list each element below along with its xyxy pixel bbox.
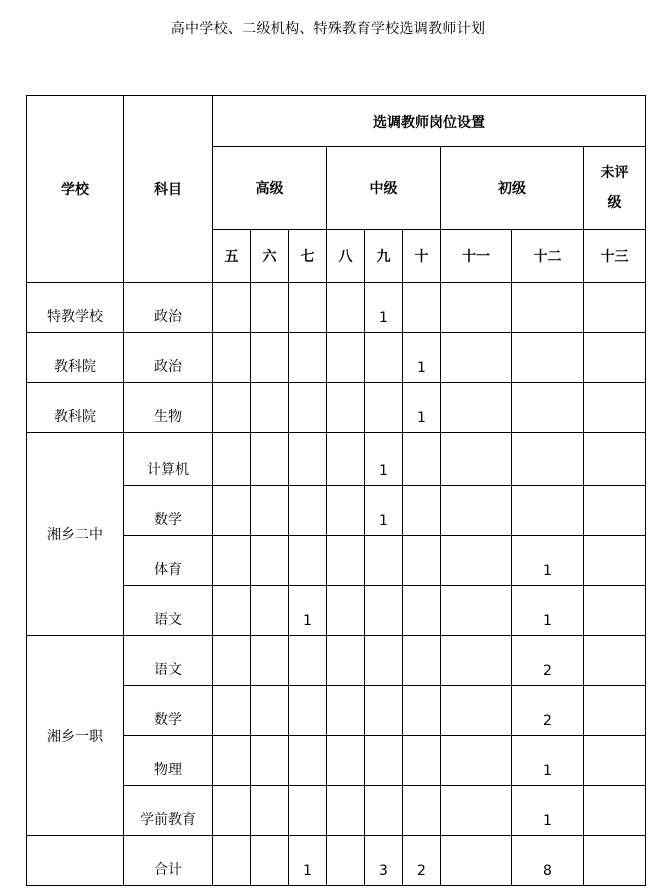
value-cell [441, 536, 512, 586]
total-row [27, 836, 646, 886]
header-middle: 中级 [327, 147, 441, 230]
value-cell [327, 786, 365, 836]
value-cell [512, 433, 584, 486]
value-cell [289, 433, 327, 486]
value-cell [251, 333, 289, 383]
value-cell [213, 383, 251, 433]
header-positions: 选调教师岗位设置 [213, 96, 646, 147]
value-cell [441, 383, 512, 433]
value-cell: 2 [512, 636, 584, 686]
value-cell [289, 636, 327, 686]
value-cell [289, 536, 327, 586]
value-cell [441, 736, 512, 786]
value-cell [584, 486, 646, 536]
value-cell: 1 [289, 586, 327, 636]
school-cell: 教科院 [27, 333, 124, 383]
value-cell: 1 [365, 433, 403, 486]
subject-cell: 计算机 [124, 433, 213, 486]
value-cell [512, 383, 584, 433]
value-cell [213, 536, 251, 586]
value-cell [289, 686, 327, 736]
value-cell [327, 383, 365, 433]
total-value-cell: 2 [403, 836, 441, 886]
header-unrated [584, 147, 646, 230]
value-cell: 1 [512, 786, 584, 836]
value-cell [512, 283, 584, 333]
value-cell [403, 486, 441, 536]
value-cell [584, 586, 646, 636]
school-cell [27, 836, 124, 886]
value-cell [441, 283, 512, 333]
subject-cell: 物理 [124, 736, 213, 786]
subject-cell: 政治 [124, 333, 213, 383]
value-cell: 1 [365, 283, 403, 333]
value-cell [251, 486, 289, 536]
value-cell [584, 736, 646, 786]
value-cell [213, 433, 251, 486]
header-unrated-line2: 级 [607, 195, 622, 211]
value-cell [327, 586, 365, 636]
value-cell [213, 736, 251, 786]
value-cell [365, 586, 403, 636]
school-cell: 特教学校 [27, 283, 124, 333]
value-cell [441, 786, 512, 836]
table-row [27, 636, 646, 686]
header-school: 学校 [27, 96, 124, 283]
value-cell [213, 333, 251, 383]
value-cell [251, 636, 289, 686]
value-cell [213, 686, 251, 736]
total-value-cell [327, 836, 365, 886]
value-cell [403, 736, 441, 786]
value-cell [365, 333, 403, 383]
school-cell: 教科院 [27, 383, 124, 433]
value-cell [403, 536, 441, 586]
value-cell [213, 586, 251, 636]
value-cell [584, 383, 646, 433]
value-cell [512, 333, 584, 383]
value-cell [251, 686, 289, 736]
subject-cell: 数学 [124, 686, 213, 736]
value-cell: 2 [512, 686, 584, 736]
value-cell [584, 283, 646, 333]
value-cell [327, 433, 365, 486]
header-unrated-line1: 未评 [600, 165, 629, 181]
value-cell [251, 283, 289, 333]
value-cell [365, 536, 403, 586]
value-cell: 1 [512, 536, 584, 586]
value-cell [584, 636, 646, 686]
value-cell [441, 636, 512, 686]
value-cell [327, 486, 365, 536]
value-cell [441, 333, 512, 383]
value-cell [365, 383, 403, 433]
value-cell [403, 786, 441, 836]
header-senior: 高级 [213, 147, 327, 230]
value-cell [584, 686, 646, 736]
header-subject: 科目 [124, 96, 213, 283]
value-cell [213, 786, 251, 836]
value-cell [289, 383, 327, 433]
value-cell [251, 586, 289, 636]
value-cell [327, 536, 365, 586]
value-cell [403, 283, 441, 333]
document-title: 高中学校、二级机构、特殊教育学校选调教师计划 [170, 21, 486, 37]
value-cell [403, 686, 441, 736]
value-cell [251, 383, 289, 433]
value-cell [441, 586, 512, 636]
value-cell [213, 636, 251, 686]
value-cell [365, 786, 403, 836]
table-row [27, 283, 646, 333]
teacher-transfer-plan-table [26, 95, 646, 886]
value-cell: 1 [512, 586, 584, 636]
total-value-cell: 8 [512, 836, 584, 886]
subject-cell: 生物 [124, 383, 213, 433]
value-cell [327, 636, 365, 686]
grade-header: 十三 [584, 230, 646, 283]
grade-header: 十一 [441, 230, 512, 283]
table-row [27, 333, 646, 383]
value-cell [327, 333, 365, 383]
value-cell [403, 433, 441, 486]
grade-header: 六 [251, 230, 289, 283]
subject-cell: 体育 [124, 536, 213, 586]
grade-header: 九 [365, 230, 403, 283]
grade-header: 五 [213, 230, 251, 283]
grade-header: 七 [289, 230, 327, 283]
value-cell [512, 486, 584, 536]
value-cell [327, 736, 365, 786]
school-cell: 湘乡一职 [27, 636, 124, 836]
table-row [27, 433, 646, 486]
value-cell: 1 [403, 333, 441, 383]
value-cell [365, 736, 403, 786]
value-cell [441, 433, 512, 486]
value-cell [289, 736, 327, 786]
value-cell [289, 486, 327, 536]
total-value-cell [251, 836, 289, 886]
value-cell [584, 333, 646, 383]
total-value-cell [213, 836, 251, 886]
value-cell [441, 686, 512, 736]
value-cell [441, 486, 512, 536]
value-cell [327, 283, 365, 333]
value-cell [251, 736, 289, 786]
grade-header: 十二 [512, 230, 584, 283]
grade-header: 十 [403, 230, 441, 283]
value-cell: 1 [512, 736, 584, 786]
grade-header: 八 [327, 230, 365, 283]
value-cell: 1 [365, 486, 403, 536]
value-cell [365, 636, 403, 686]
value-cell [584, 786, 646, 836]
total-value-cell: 1 [289, 836, 327, 886]
value-cell: 1 [403, 383, 441, 433]
value-cell [403, 636, 441, 686]
value-cell [213, 486, 251, 536]
value-cell [251, 536, 289, 586]
value-cell [584, 536, 646, 586]
header-junior: 初级 [441, 147, 584, 230]
value-cell [289, 786, 327, 836]
school-cell: 湘乡二中 [27, 433, 124, 636]
subject-cell: 数学 [124, 486, 213, 536]
table-row [27, 383, 646, 433]
subject-cell: 语文 [124, 636, 213, 686]
value-cell [251, 433, 289, 486]
value-cell [327, 686, 365, 736]
total-value-cell [584, 836, 646, 886]
value-cell [403, 586, 441, 636]
subject-cell: 语文 [124, 586, 213, 636]
total-value-cell: 3 [365, 836, 403, 886]
value-cell [251, 786, 289, 836]
subject-cell: 学前教育 [124, 786, 213, 836]
subject-cell-total: 合计 [124, 836, 213, 886]
total-value-cell [441, 836, 512, 886]
value-cell [584, 433, 646, 486]
value-cell [365, 686, 403, 736]
value-cell [289, 333, 327, 383]
value-cell [213, 283, 251, 333]
subject-cell: 政治 [124, 283, 213, 333]
value-cell [289, 283, 327, 333]
